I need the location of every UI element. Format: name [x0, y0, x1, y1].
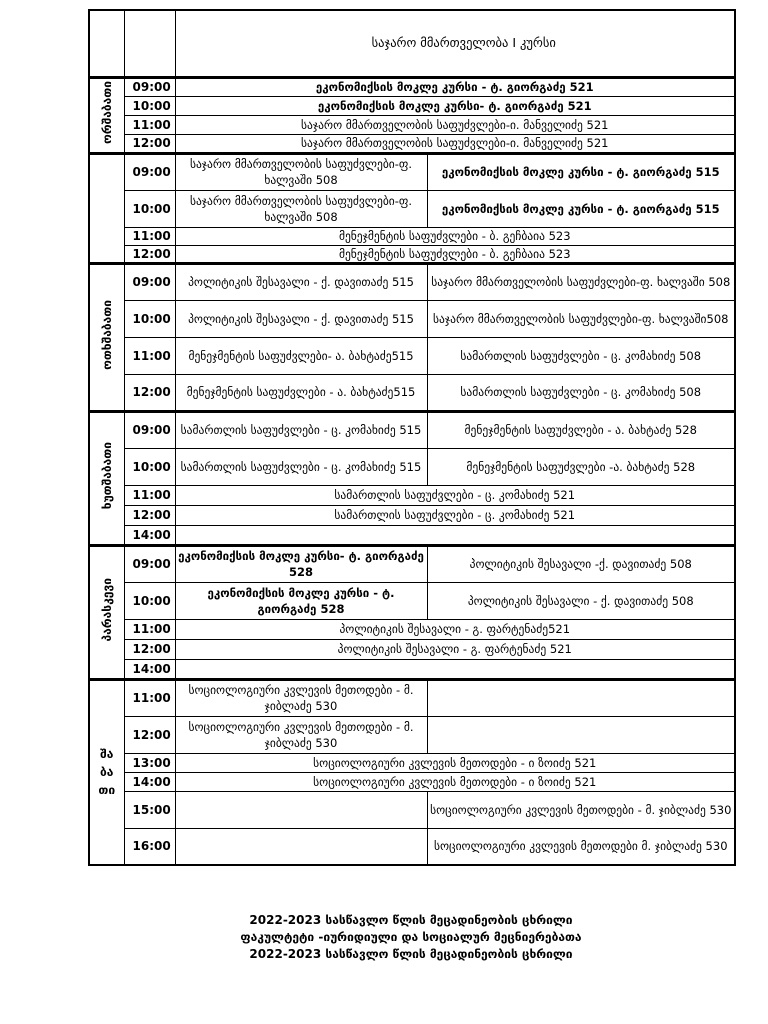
class-cell: სამართლის საფუძვლები - ც. კომახიძე 521 — [175, 485, 735, 505]
schedule-row — [89, 582, 735, 619]
class-cell: მენეჯმენტის საფუძვლები -ა. ბახტაძე 528 — [427, 448, 735, 485]
class-cell: საჯარო მმართველობის საფუძვლები-ი. მანველიძე 521 — [175, 134, 735, 153]
header-corner-cell — [89, 10, 124, 77]
time-slot: 09:00 — [124, 263, 175, 300]
class-cell — [427, 716, 735, 753]
schedule-row — [89, 448, 735, 485]
class-cell: სამართლის საფუძვლები - ც. კომახიძე 508 — [427, 374, 735, 411]
schedule-row — [89, 374, 735, 411]
time-slot: 11:00 — [124, 679, 175, 716]
day-label: ხუთშაბათი — [99, 442, 114, 510]
class-cell: ეკონომიქსის მოკლე კურსი - ტ. გიორგაძე 528 — [175, 582, 427, 619]
class-cell: სოციოლოგიური კვლევის მეთოდები - მ. ჯიბლაძე 530 — [175, 679, 427, 716]
header-time-cell — [124, 10, 175, 77]
day-label-cell — [89, 411, 124, 545]
time-slot: 12:00 — [124, 374, 175, 411]
time-slot: 10:00 — [124, 582, 175, 619]
time-slot: 12:00 — [124, 505, 175, 525]
time-slot: 09:00 — [124, 153, 175, 190]
day-label-cell — [89, 77, 124, 153]
schedule-row — [89, 485, 735, 505]
time-slot: 14:00 — [124, 772, 175, 791]
schedule-row — [89, 337, 735, 374]
schedule-row — [89, 679, 735, 716]
class-cell: პოლიტიკის შესავალი - ქ. დავითაძე 508 — [427, 582, 735, 619]
day-label-cell — [89, 153, 124, 263]
class-cell: მენეჯმენტის საფუძვლები- ა. ბახტაძე515 — [175, 337, 427, 374]
class-cell: საჯარო მმართველობის საფუძვლები-ი. მანველიძე 521 — [175, 115, 735, 134]
day-label: ოთხშაბათი — [99, 300, 114, 370]
time-slot: 12:00 — [124, 639, 175, 659]
class-cell: სამართლის საფუძვლები - ც. კომახიძე 521 — [175, 505, 735, 525]
class-cell: მენეჯმენტის საფუძვლები - ბ. გეჩბაია 523 — [175, 227, 735, 245]
day-label-cell — [89, 679, 124, 865]
time-slot: 11:00 — [124, 619, 175, 639]
schedule-row — [89, 505, 735, 525]
class-cell — [175, 525, 735, 545]
schedule-row — [89, 134, 735, 153]
class-cell: სოციოლოგიური კვლევის მეთოდები - მ. ჯიბლაძე 530 — [175, 716, 427, 753]
schedule-row — [89, 716, 735, 753]
class-cell: პოლიტიკის შესავალი - ქ. დავითაძე 515 — [175, 263, 427, 300]
schedule-row — [89, 753, 735, 772]
schedule-row — [89, 96, 735, 115]
day-label: პარასკევი — [99, 578, 114, 642]
schedule-table — [88, 9, 736, 866]
schedule-row — [89, 828, 735, 865]
day-label: ორშაბათი — [99, 81, 114, 145]
class-cell: ეკონომიქსის მოკლე კურსი - ტ. გიორგაძე 515 — [427, 153, 735, 190]
time-slot: 11:00 — [124, 485, 175, 505]
class-cell: საჯარო მმართველობის საფუძვლები-ფ. ხალვაში 508 — [427, 263, 735, 300]
time-slot: 14:00 — [124, 659, 175, 679]
class-cell: პოლიტიკის შესავალი - გ. ფარტენაძე 521 — [175, 639, 735, 659]
time-slot: 12:00 — [124, 245, 175, 263]
footer-line-3: 2022-2023 სასწავლო წლის მეცადინეობის ცხრილი — [249, 947, 573, 961]
class-cell — [175, 659, 735, 679]
footer-line-1: 2022-2023 სასწავლო წლის მეცადინეობის ცხრილი — [249, 913, 573, 927]
schedule-row — [89, 639, 735, 659]
footer-line-2: ფაკულტეტი -იურიდიული და სოციალურ მეცნიერებათა — [240, 930, 582, 944]
schedule-row — [89, 227, 735, 245]
class-cell: სოციოლოგიური კვლევის მეთოდები - ი ზოიძე 521 — [175, 753, 735, 772]
time-slot: 13:00 — [124, 753, 175, 772]
header-row — [89, 10, 735, 77]
schedule-row — [89, 300, 735, 337]
schedule-row — [89, 525, 735, 545]
time-slot: 15:00 — [124, 791, 175, 828]
time-slot: 09:00 — [124, 77, 175, 96]
class-cell: სოციოლოგიური კვლევის მეთოდები - მ. ჯიბლაძე 530 — [427, 791, 735, 828]
time-slot: 10:00 — [124, 190, 175, 227]
time-slot: 16:00 — [124, 828, 175, 865]
time-slot: 11:00 — [124, 227, 175, 245]
class-cell: მენეჯმენტის საფუძვლები - ბ. გეჩბაია 523 — [175, 245, 735, 263]
day-label: შა ბა თი — [98, 747, 116, 798]
schedule-row — [89, 411, 735, 448]
class-cell: სოციოლოგიური კვლევის მეთოდები - ი ზოიძე 521 — [175, 772, 735, 791]
class-cell: ეკონომიქსის მოკლე კურსი - ტ. გიორგაძე 521 — [175, 77, 735, 96]
class-cell: სოციოლოგიური კვლევის მეთოდები მ. ჯიბლაძე 530 — [427, 828, 735, 865]
time-slot: 09:00 — [124, 411, 175, 448]
class-cell — [175, 828, 427, 865]
schedule-row — [89, 153, 735, 190]
class-cell: ეკონომიქსის მოკლე კურსი- ტ. გიორგაძე 528 — [175, 545, 427, 582]
class-cell: მენეჯმენტის საფუძვლები - ა. ბახტაძე515 — [175, 374, 427, 411]
schedule-row — [89, 791, 735, 828]
time-slot: 10:00 — [124, 96, 175, 115]
schedule-sheet — [88, 9, 734, 866]
class-cell — [175, 791, 427, 828]
schedule-row — [89, 659, 735, 679]
class-cell: პოლიტიკის შესავალი - გ. ფარტენაძე521 — [175, 619, 735, 639]
schedule-row — [89, 77, 735, 96]
day-label-cell — [89, 545, 124, 679]
schedule-row — [89, 619, 735, 639]
time-slot: 12:00 — [124, 134, 175, 153]
schedule-row — [89, 115, 735, 134]
class-cell: პოლიტიკის შესავალი - ქ. დავითაძე 515 — [175, 300, 427, 337]
schedule-row — [89, 772, 735, 791]
class-cell: სამართლის საფუძვლები - ც. კომახიძე 515 — [175, 448, 427, 485]
class-cell: ეკონომიქსის მოკლე კურსი - ტ. გიორგაძე 515 — [427, 190, 735, 227]
footer — [88, 912, 734, 963]
class-cell: საჯარო მმართველობის საფუძვლები-ფ. ხალვაში508 — [427, 300, 735, 337]
class-cell: სამართლის საფუძვლები - ც. კომახიძე 508 — [427, 337, 735, 374]
class-cell: პოლიტიკის შესავალი -ქ. დავითაძე 508 — [427, 545, 735, 582]
time-slot: 12:00 — [124, 716, 175, 753]
class-cell: მენეჯმენტის საფუძვლები - ა. ბახტაძე 528 — [427, 411, 735, 448]
schedule-row — [89, 245, 735, 263]
class-cell: სამართლის საფუძვლები - ც. კომახიძე 515 — [175, 411, 427, 448]
time-slot: 10:00 — [124, 300, 175, 337]
header-title: საჯარო მმართველობა I კურსი — [175, 10, 735, 77]
class-cell: საჯარო მმართველობის საფუძვლები-ფ. ხალვაში 508 — [175, 190, 427, 227]
time-slot: 10:00 — [124, 448, 175, 485]
class-cell: ეკონომიქსის მოკლე კურსი- ტ. გიორგაძე 521 — [175, 96, 735, 115]
schedule-row — [89, 263, 735, 300]
day-label-cell — [89, 263, 124, 411]
class-cell — [427, 679, 735, 716]
class-cell: საჯარო მმართველობის საფუძვლები-ფ. ხალვაში 508 — [175, 153, 427, 190]
schedule-row — [89, 545, 735, 582]
time-slot: 11:00 — [124, 337, 175, 374]
time-slot: 11:00 — [124, 115, 175, 134]
time-slot: 09:00 — [124, 545, 175, 582]
schedule-row — [89, 190, 735, 227]
time-slot: 14:00 — [124, 525, 175, 545]
